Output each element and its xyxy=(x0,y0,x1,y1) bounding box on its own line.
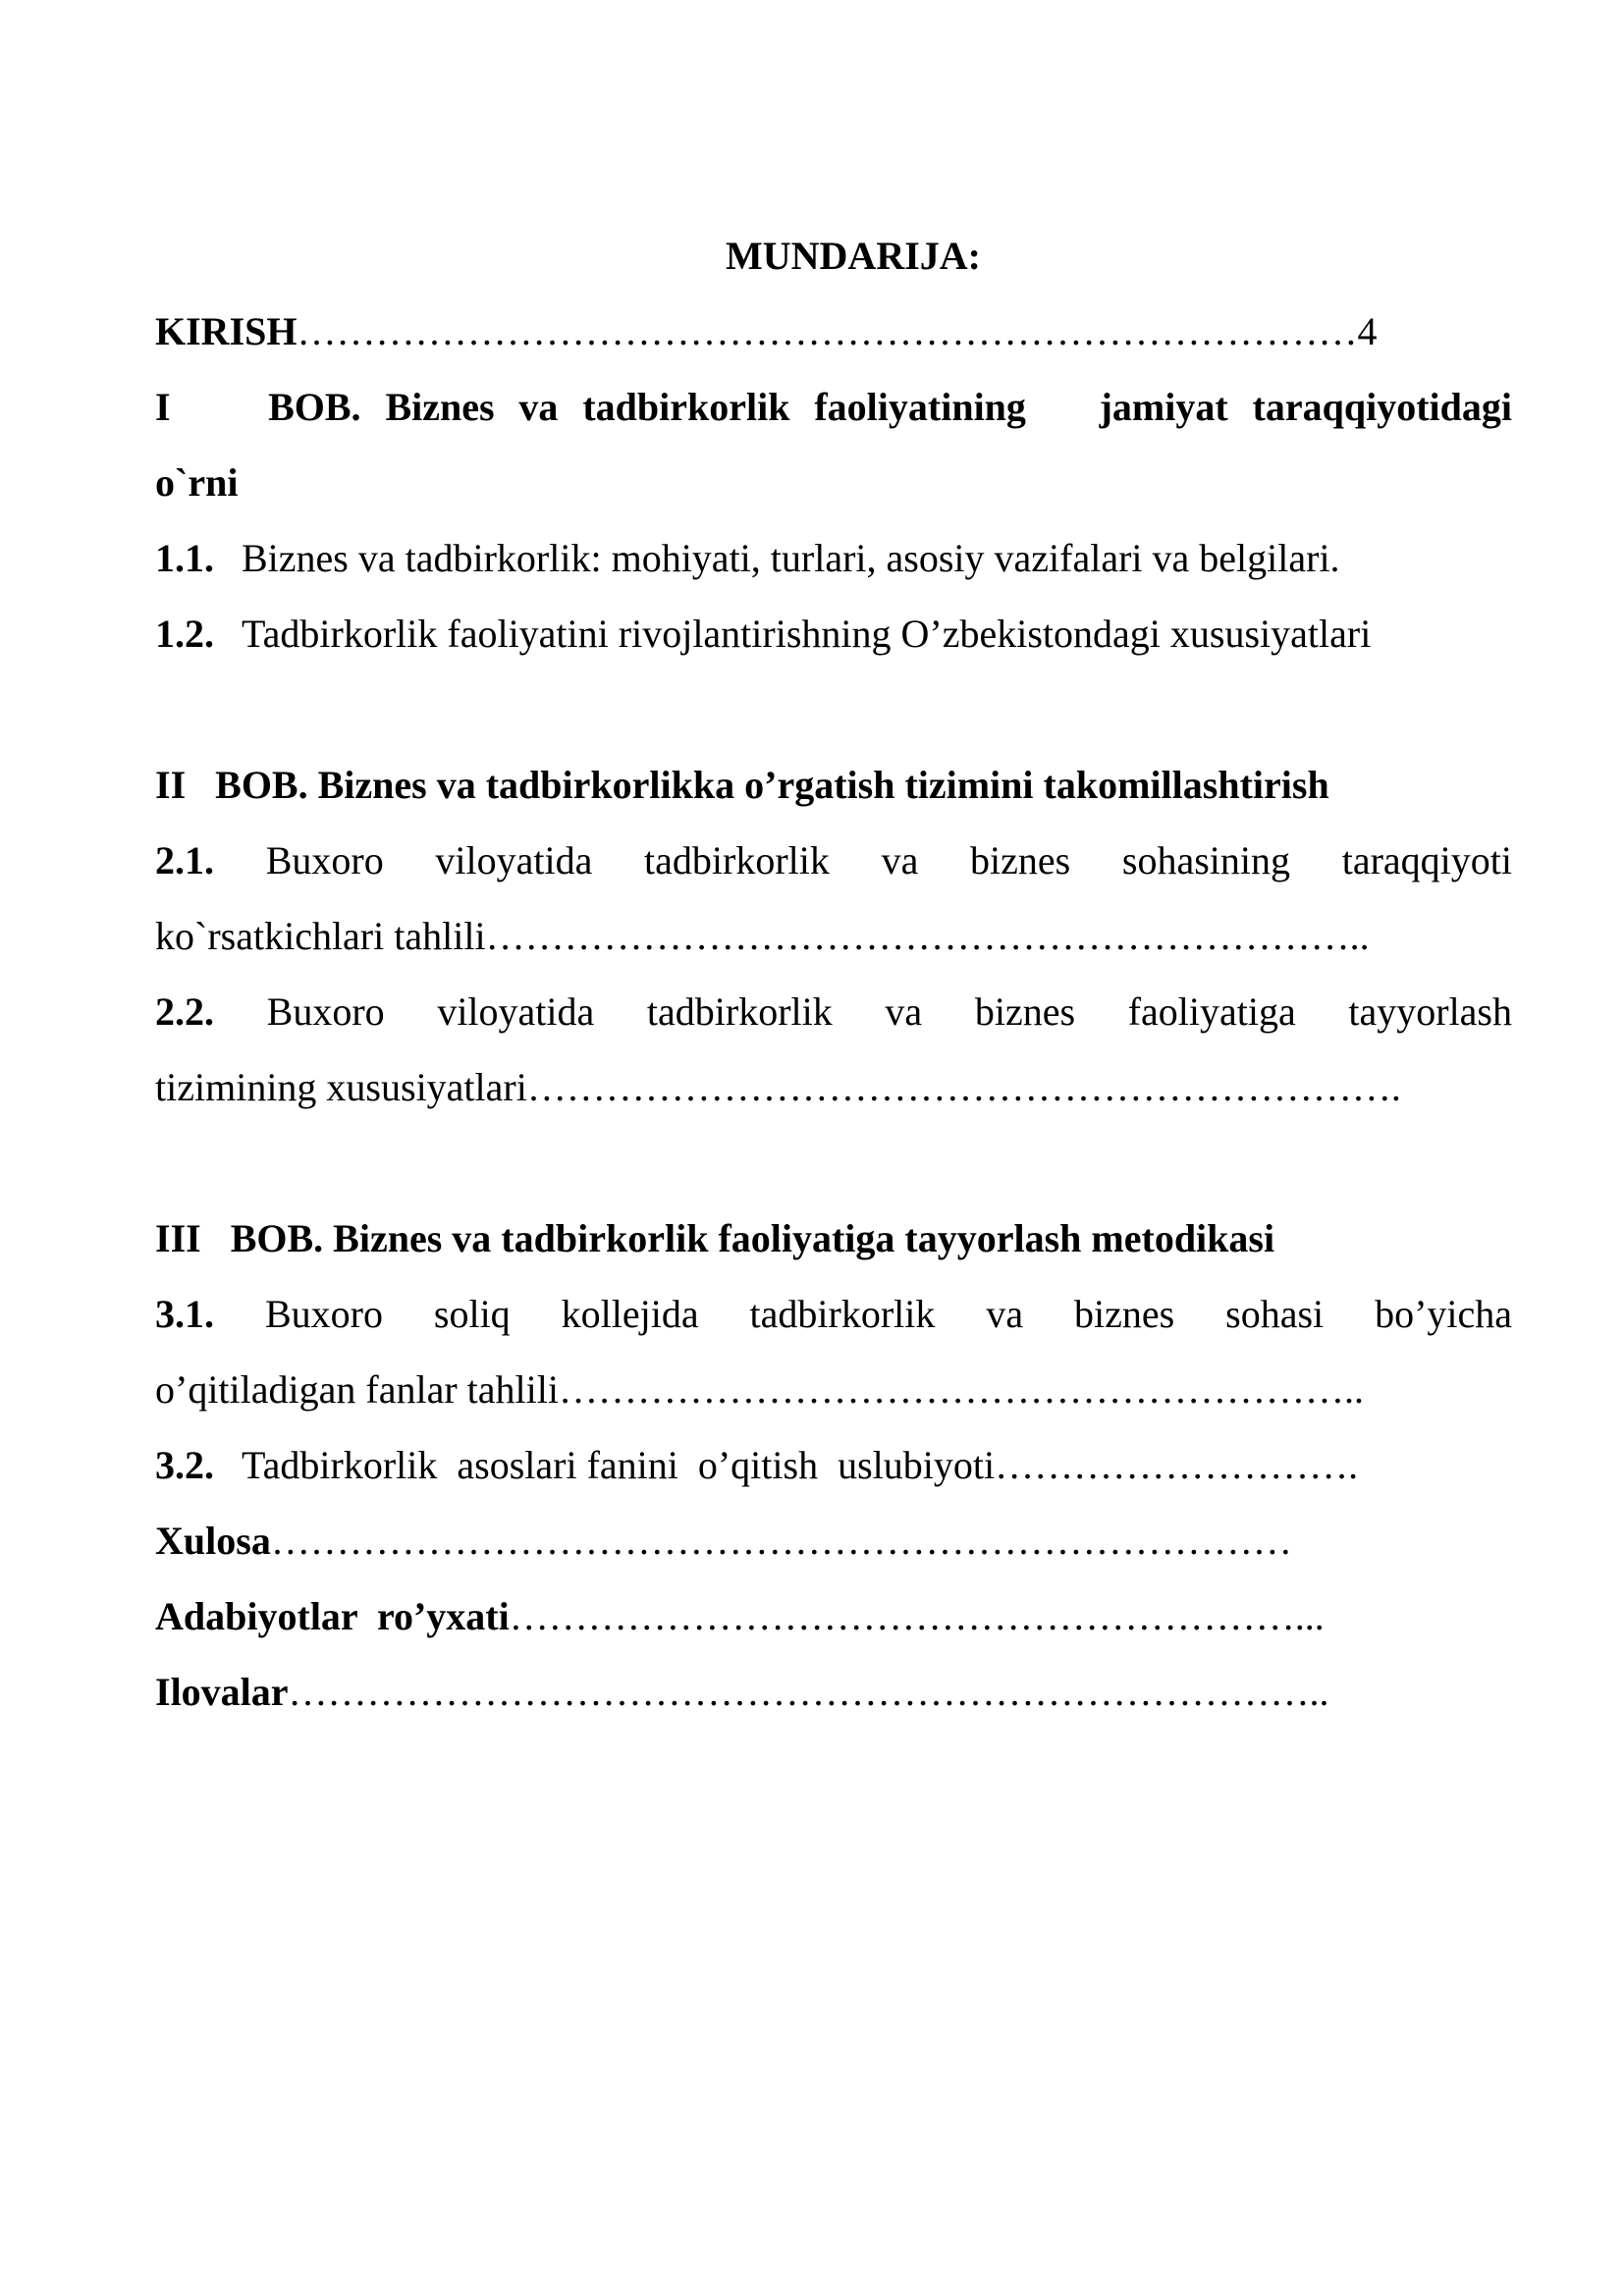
section-title: Buxoro viloyatida tadbirkorlik va biznes faoliyatiga tayyorlash xyxy=(266,989,1512,1034)
toc-entry-adabiyotlar xyxy=(155,1578,1512,1654)
chapter-3-heading: III BOB. Biznes va tadbirkorlik faoliyatiga tayyorlash metodikasi xyxy=(155,1216,1275,1260)
toc-entry-2-1-cont xyxy=(155,898,1512,974)
toc-dots: ……………………………………………………………………… xyxy=(297,309,1358,353)
spacer xyxy=(155,671,1512,747)
toc-dots: ……………………………………………………... xyxy=(509,1594,1325,1638)
chapter-1-heading-cont: o`rni xyxy=(155,460,239,505)
toc-dots: …………………………………………………………. xyxy=(526,1065,1401,1109)
section-number: 1.2. xyxy=(155,612,214,656)
section-number: 2.1. xyxy=(155,838,214,882)
toc-entry-3-2 xyxy=(155,1427,1512,1503)
toc-entry-ilovalar xyxy=(155,1654,1512,1730)
section-title: Buxoro soliq kollejida tadbirkorlik va biznes sohasi bo’yicha xyxy=(264,1292,1512,1336)
section-title: Biznes va tadbirkorlik: mohiyati, turlari, asosiy vazifalari va belgilari. xyxy=(242,536,1340,580)
toc-entry-1-2 xyxy=(155,596,1512,671)
toc-label: Adabiyotlar ro’yxati xyxy=(155,1594,510,1638)
toc-entry-xulosa xyxy=(155,1503,1512,1578)
toc-entry-2-1 xyxy=(155,823,1512,898)
section-title-cont: tizimining xususiyatlari xyxy=(155,1065,527,1109)
toc-label: Xulosa xyxy=(155,1519,271,1563)
toc-entry-3-1 xyxy=(155,1276,1512,1352)
section-title-cont: ko`rsatkichlari tahlili xyxy=(155,914,486,958)
chapter-1-heading: I BOB. Biznes va tadbirkorlik faoliyatining jamiyat taraqqiyotidagi xyxy=(155,385,1512,429)
toc-page-number: 4 xyxy=(1357,309,1378,353)
toc-label: Ilovalar xyxy=(155,1670,289,1714)
toc-label: KIRISH xyxy=(155,309,298,353)
spacer xyxy=(155,1125,1512,1201)
toc-dots: …………………………………………………………………….. xyxy=(288,1670,1329,1714)
toc-entry-kirish xyxy=(155,294,1512,369)
toc-dots: ………………………. xyxy=(995,1443,1359,1487)
toc-entry-3-1-cont xyxy=(155,1352,1512,1427)
toc-dots: …………………………………………………….. xyxy=(558,1367,1364,1412)
section-number: 3.2. xyxy=(155,1443,214,1487)
toc-entry-2-2 xyxy=(155,974,1512,1049)
page-title: MUNDARIJA: xyxy=(726,234,981,278)
table-of-contents xyxy=(155,218,1512,1730)
chapter-2-heading: II BOB. Biznes va tadbirkorlikka o’rgatish tizimini takomillashtirish xyxy=(155,763,1329,807)
toc-dots: …………………………………………………………………… xyxy=(270,1519,1292,1563)
toc-dots: ………………………………………………………….. xyxy=(485,914,1370,958)
section-title: Tadbirkorlik asoslari fanini o’qitish uslubiyoti xyxy=(242,1443,996,1487)
toc-entry-2-2-cont xyxy=(155,1049,1512,1125)
section-title: Buxoro viloyatida tadbirkorlik va biznes sohasining taraqqiyoti xyxy=(265,838,1512,882)
section-title-cont: o’qitiladigan fanlar tahlili xyxy=(155,1367,559,1412)
section-number: 2.2. xyxy=(155,989,214,1034)
section-number: 3.1. xyxy=(155,1292,214,1336)
section-title: Tadbirkorlik faoliyatini rivojlantirishning O’zbekistondagi xususiyatlari xyxy=(242,612,1372,656)
toc-entry-1-1 xyxy=(155,520,1512,596)
section-number: 1.1. xyxy=(155,536,214,580)
